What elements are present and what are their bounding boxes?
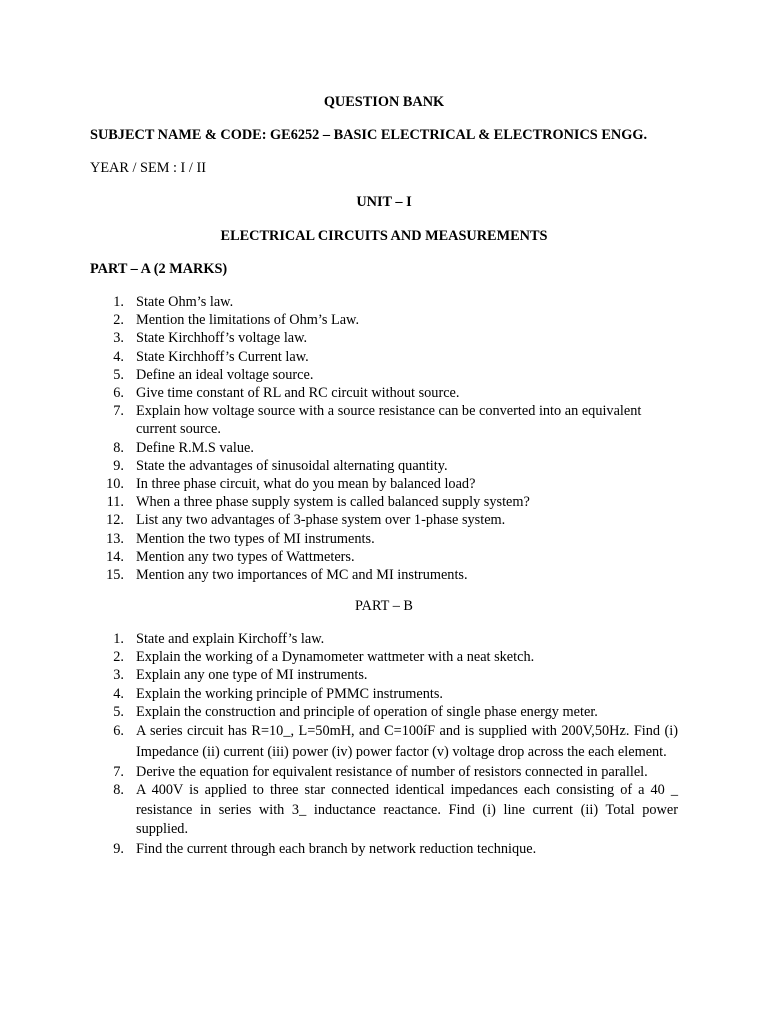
- item-text: Explain how voltage source with a source resistance can be converted into an equivalent current source.: [136, 403, 642, 438]
- list-item: [90, 685, 678, 703]
- item-number: 14.: [106, 548, 124, 565]
- list-item: [90, 493, 678, 511]
- list-item: [90, 293, 678, 311]
- list-item: [90, 548, 678, 566]
- item-text: Mention the two types of MI instruments.: [136, 530, 375, 547]
- subject-line: SUBJECT NAME & CODE: GE6252 – BASIC ELECTRICAL & ELECTRONICS ENGG.: [90, 127, 648, 143]
- item-text: A 400V is applied to three star connected identical impedances each consisting of a 40 _ resistance in series with 3_ inductance reactance. Find (i) line current (ii) Total power supplied.: [136, 782, 678, 838]
- list-item: [90, 366, 678, 384]
- part-b-heading: PART – B: [355, 598, 413, 614]
- item-number: 2.: [113, 649, 124, 666]
- item-text: A series circuit has R=10_, L=50mH, and C=100íF and is supplied with 200V,50Hz. Find (i) Impedance (ii) current (iii) power (iv) power factor (v) voltage drop across the each element.: [136, 723, 678, 761]
- year-sem-line: YEAR / SEM : I / II: [90, 160, 206, 176]
- item-number: 6.: [113, 385, 124, 402]
- item-number: 8.: [113, 782, 124, 799]
- item-text: In three phase circuit, what do you mean by balanced load?: [136, 476, 476, 493]
- list-item: [90, 763, 678, 781]
- item-number: 7.: [113, 764, 124, 781]
- item-text: State and explain Kirchoff’s law.: [136, 631, 325, 647]
- document-title: QUESTION BANK: [323, 94, 445, 110]
- list-item: [90, 648, 678, 666]
- list-item: [90, 402, 678, 438]
- item-number: 10.: [106, 476, 124, 493]
- item-text: When a three phase supply system is called balanced supply system?: [136, 494, 530, 511]
- item-number: 3.: [113, 330, 124, 347]
- item-text: State the advantages of sinusoidal alternating quantity.: [136, 457, 448, 474]
- item-number: 7.: [113, 403, 124, 420]
- list-item: [90, 457, 678, 475]
- item-number: 6.: [113, 723, 124, 740]
- list-item: [90, 630, 678, 648]
- item-number: 8.: [113, 439, 124, 456]
- list-item: [90, 721, 678, 763]
- list-item: [90, 840, 678, 858]
- item-text: Give time constant of RL and RC circuit without source.: [136, 385, 460, 402]
- list-item: [90, 329, 678, 347]
- item-number: 5.: [113, 366, 124, 383]
- list-item: [90, 666, 678, 684]
- item-number: 1.: [113, 631, 124, 647]
- part-a-question-list: [90, 293, 678, 584]
- item-number: 9.: [113, 457, 124, 474]
- item-number: 9.: [113, 840, 124, 857]
- item-text: Explain any one type of MI instruments.: [136, 667, 368, 684]
- item-number: 1.: [113, 294, 124, 310]
- list-item: [90, 511, 678, 529]
- item-number: 5.: [113, 703, 124, 720]
- item-text: Define R.M.S value.: [136, 439, 254, 456]
- list-item: [90, 566, 678, 584]
- item-text: State Kirchhoff’s Current law.: [136, 348, 309, 365]
- item-text: Define an ideal voltage source.: [136, 366, 314, 383]
- item-text: Explain the working principle of PMMC instruments.: [136, 685, 443, 702]
- list-item: [90, 530, 678, 548]
- unit-heading: UNIT – I: [356, 194, 412, 210]
- item-text: List any two advantages of 3-phase system over 1-phase system.: [136, 512, 506, 529]
- list-item: [90, 475, 678, 493]
- part-a-heading: PART – A (2 MARKS): [90, 261, 228, 277]
- item-number: 12.: [106, 512, 124, 529]
- item-text: State Ohm’s law.: [136, 294, 234, 310]
- unit-title: ELECTRICAL CIRCUITS AND MEASUREMENTS: [220, 228, 548, 244]
- list-item: [90, 781, 678, 840]
- item-number: 15.: [106, 567, 124, 584]
- part-b-question-list: [90, 630, 678, 858]
- item-number: 2.: [113, 312, 124, 329]
- item-text: Mention the limitations of Ohm’s Law.: [136, 312, 360, 329]
- item-number: 4.: [113, 348, 124, 365]
- item-number: 11.: [106, 494, 124, 511]
- item-text: Find the current through each branch by network reduction technique.: [136, 840, 537, 857]
- item-number: 4.: [113, 685, 124, 702]
- list-item: [90, 703, 678, 721]
- item-text: Explain the working of a Dynamometer wattmeter with a neat sketch.: [136, 649, 535, 666]
- item-text: Explain the construction and principle of operation of single phase energy meter.: [136, 703, 598, 720]
- item-number: 13.: [106, 530, 124, 547]
- item-text: Mention any two types of Wattmeters.: [136, 548, 355, 565]
- item-text: Derive the equation for equivalent resistance of number of resistors connected in parallel.: [136, 764, 648, 781]
- list-item: [90, 439, 678, 457]
- item-number: 3.: [113, 667, 124, 684]
- item-text: State Kirchhoff’s voltage law.: [136, 330, 308, 347]
- list-item: [90, 384, 678, 402]
- list-item: [90, 348, 678, 366]
- list-item: [90, 311, 678, 329]
- item-text: Mention any two importances of MC and MI instruments.: [136, 567, 468, 584]
